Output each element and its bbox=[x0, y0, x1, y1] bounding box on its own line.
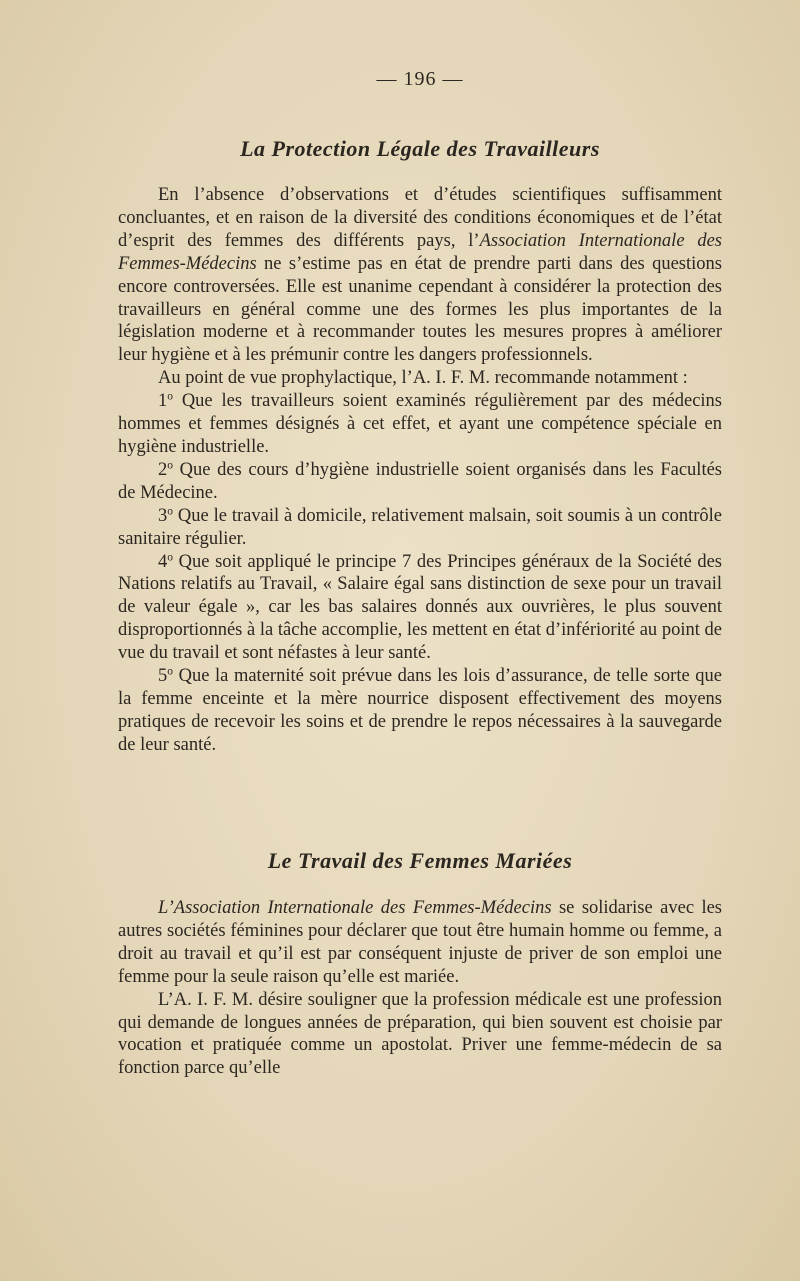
paragraph: Au point de vue prophylactique, l’A. I. F. M. recommande notamment : bbox=[158, 368, 688, 389]
item-ordinal: o bbox=[167, 665, 173, 678]
item-ordinal: o bbox=[167, 551, 173, 564]
association-name: L’Association Internationale des Femmes-Médecins bbox=[158, 898, 552, 918]
page-number: — 196 — bbox=[376, 68, 464, 90]
item-ordinal: o bbox=[167, 505, 173, 518]
list-item bbox=[118, 390, 722, 459]
paragraph-text: se solidarise avec les autres sociétés féminines pour déclarer que tout être humain homme ou femme, a droit au travail et qu’il est par conséquent injuste de priver de son emploi une femme pour la seule raison qu’elle est mariée. bbox=[118, 898, 722, 987]
item-ordinal: o bbox=[167, 459, 173, 472]
paragraph: L’A. I. F. M. désire souligner que la profession médicale est une profession qui demande de longues années de préparation, qui bien souvent est choisie par vocation et pratiquée comme un apostolat. Priver une femme-médecin de sa fonction parce qu’elle bbox=[118, 989, 722, 1079]
list-item bbox=[118, 505, 722, 551]
paragraph bbox=[118, 184, 722, 367]
item-text: Que les travailleurs soient examinés régulièrement par des médecins hommes et femmes désignés à cet effet, et ayant une compétence spéciale en hygiène industrielle. bbox=[118, 391, 722, 457]
item-number: 3 bbox=[158, 505, 168, 526]
association-name: Association Internationale des Femmes-Médecins bbox=[118, 230, 722, 274]
section-protection-body bbox=[118, 184, 722, 757]
list-item bbox=[118, 551, 722, 666]
item-text: Que le travail à domicile, relativement malsain, soit soumis à un contrôle sanitaire régulier. bbox=[118, 505, 722, 549]
section-title-protection: La Protection Légale des Travailleurs bbox=[240, 136, 600, 161]
section-title-married-women: Le Travail des Femmes Mariées bbox=[267, 848, 573, 873]
item-ordinal: o bbox=[167, 390, 173, 403]
item-text: Que des cours d’hygiène industrielle soient organisés dans les Facultés de Médecine. bbox=[118, 459, 722, 503]
paragraph-text: En l’absence d’observations et d’études scientifiques suffisamment concluantes, et en raison de la diversité des conditions économiques et de l’état d’esprit des femmes des différents pays, l’ bbox=[118, 185, 722, 251]
item-number: 2 bbox=[158, 459, 168, 480]
paragraph bbox=[118, 897, 722, 989]
item-text: Que la maternité soit prévue dans les lois d’assurance, de telle sorte que la femme enceinte et la mère nourrice disposent effectivement des moyens pratiques de recevoir les soins et de prendre le repos nécessaires à la sauvegarde de leur santé. bbox=[118, 666, 722, 755]
paragraph-text: ne s’estime pas en état de prendre parti dans des questions encore controversées. Elle est unanime cependant à considérer la protection des travailleurs en général comme une des formes les plus importantes de la législation moderne et à recommander toutes les mesures propres à améliorer leur hygiène et à les prémunir contre les dangers professionnels. bbox=[118, 253, 722, 366]
item-text: Que soit appliqué le principe 7 des Principes généraux de la Société des Nations relatifs au Travail, « Salaire égal sans distinction de sexe pour un travail de valeur égale », car les bas salaires donnés aux ouvrières, le plus souvent disproportionnés à la tâche accomplie, les mettent en état d’infériorité au point de vue du travail et sont néfastes à leur santé. bbox=[118, 551, 722, 664]
item-number: 1 bbox=[158, 391, 168, 412]
item-number: 5 bbox=[158, 666, 168, 687]
list-item bbox=[118, 665, 722, 757]
item-number: 4 bbox=[158, 551, 168, 572]
section-married-women-body bbox=[118, 897, 722, 1080]
list-item bbox=[118, 459, 722, 505]
